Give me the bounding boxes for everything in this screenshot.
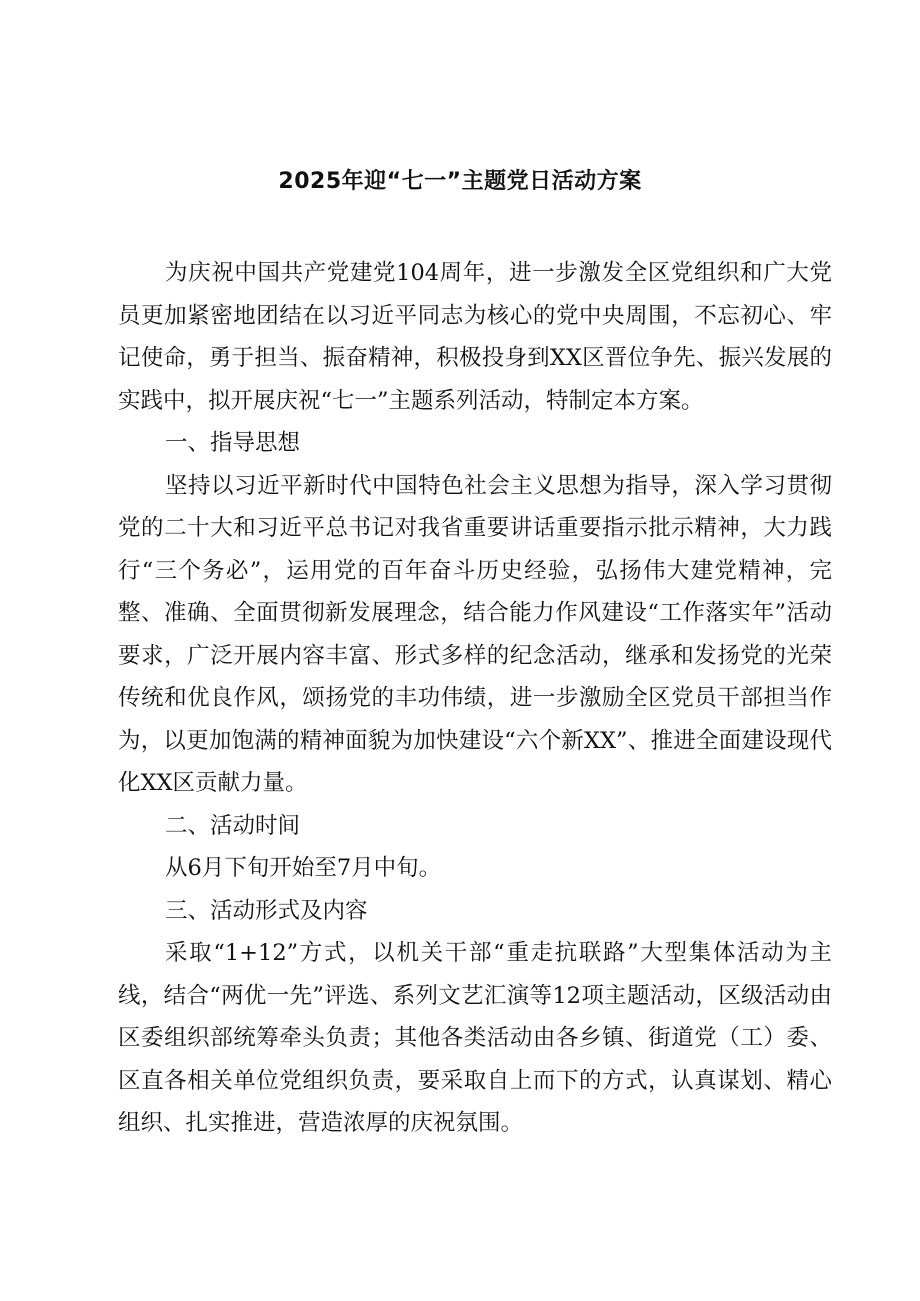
section-heading-activity-time: 二、活动时间 — [165, 812, 301, 839]
section-text-guiding-ideology: 坚持以习近平新时代中国特色社会主义思想为指导，深入学习贯彻党的二十大和习近平总书记对我省重要讲话重要指示批示精神，大力践行“三个务必”，运用党的百年奋斗历史经验，弘扬伟大建党精神，完整、准确、全面贯彻新发展理念，结合能力作风建设“工作落实年”活动要求，广泛开展内容丰富、形式多样的纪念活动，继承和发扬党的光荣传统和优良作风，颂扬党的丰功伟绩，进一步激励全区党员干部担当作为，以更加饱满的精神面貌为加快建设“六个新XX”、推进全面建设现代化XX区贡献力量。 — [118, 472, 832, 796]
section-heading-activity-form: 三、活动形式及内容 — [165, 897, 368, 924]
section-text-activity-form: 采取“1+12”方式，以机关干部“重走抗联路”大型集体活动为主线，结合“两优一先”评选、系列文艺汇演等12项主题活动，区级活动由区委组织部统筹牵头负责；其他各类活动由各乡镇、街道党（工）委、区直各相关单位党组织负责，要采取自上而下的方式，认真谋划、精心组织、扎实推进，营造浓厚的庆祝氛围。 — [118, 940, 832, 1136]
section-heading-guiding-ideology: 一、指导思想 — [165, 430, 301, 456]
document-title: 2025年迎“七一”主题党日活动方案 — [278, 169, 642, 194]
section-text-activity-time: 从6月下旬开始至7月中旬。 — [165, 855, 442, 881]
document-body — [118, 252, 832, 1145]
intro-paragraph: 为庆祝中国共产党建党104周年，进一步激发全区党组织和广大党员更加紧密地团结在以习近平同志为核心的党中央周围，不忘初心、牢记使命，勇于担当、振奋精神，积极投身到XX区晋位争先、振兴发展的实践中，拟开展庆祝“七一”主题系列活动，特制定本方案。 — [118, 260, 832, 414]
